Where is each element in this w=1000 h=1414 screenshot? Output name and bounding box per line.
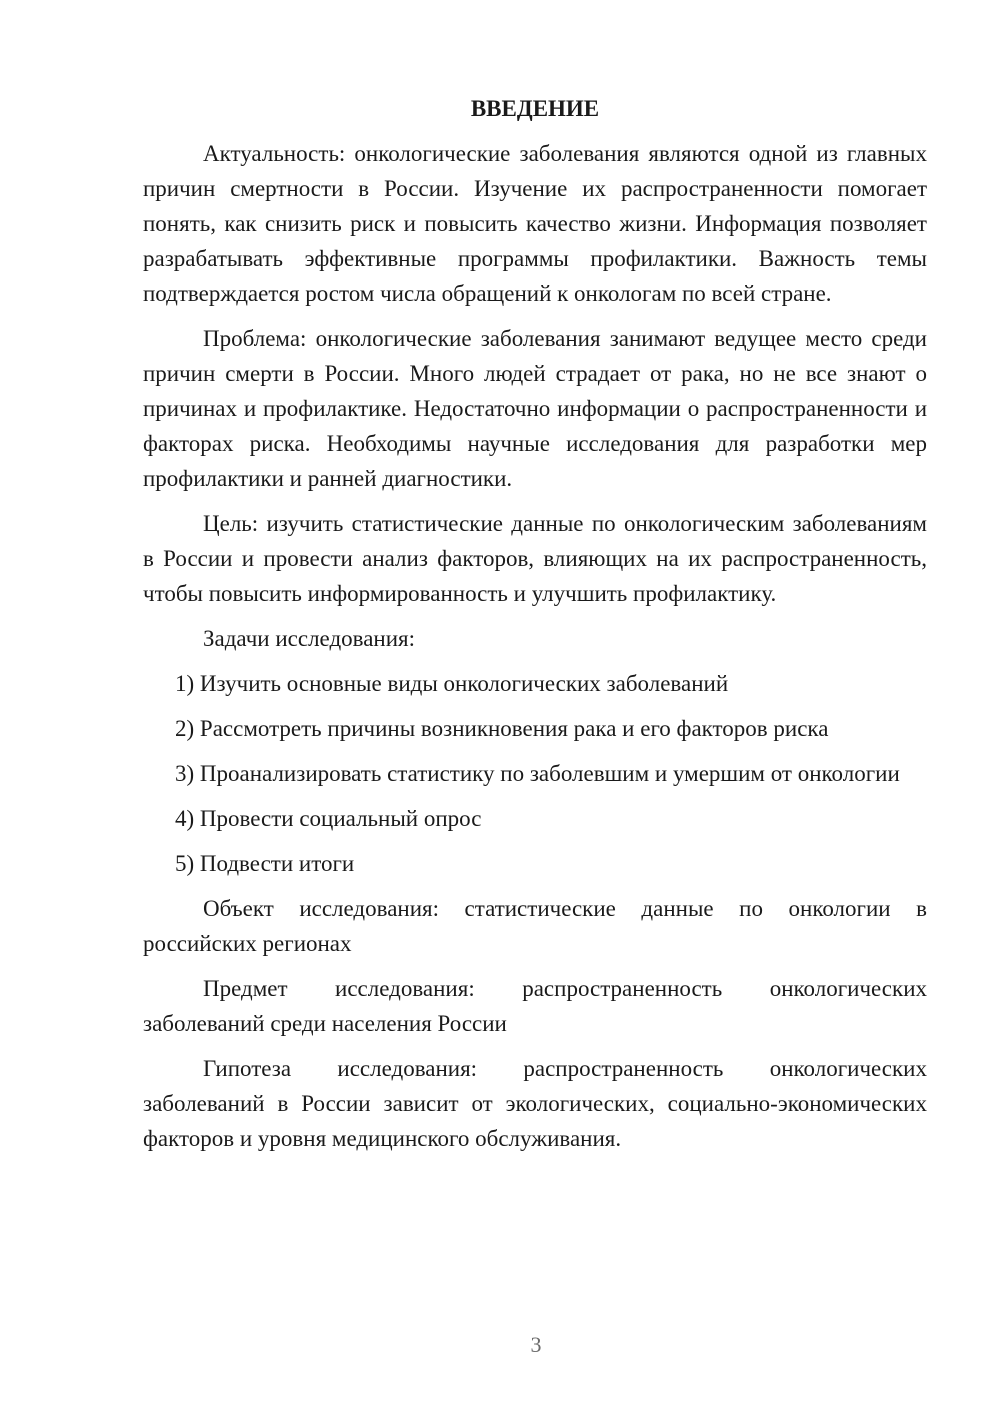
paragraph-relevance: Актуальность: онкологические заболевания являются одной из главных причин смертности в России. Изучение их распространенности помогает понять, как снизить риск и повысить качество жизни. Информация позволяет разрабатывать эффективные программы профилактики. Важность темы подтверждается ростом числа обращений к онкологам по всей стране. xyxy=(143,141,927,306)
task-item-2: 2) Рассмотреть причины возникновения рака и его факторов риска xyxy=(175,716,829,741)
page-number: 3 xyxy=(530,1332,542,1357)
paragraph-problem: Проблема: онкологические заболевания занимают ведущее место среди причин смерти в России. Много людей страдает от рака, но не все знают о причинах и профилактике. Недостаточно информации о распространенности и факторах риска. Необходимы научные исследования для разработки мер профилактики и ранней диагностики. xyxy=(143,326,927,491)
task-item-1: 1) Изучить основные виды онкологических заболеваний xyxy=(175,671,729,696)
task-item-5: 5) Подвести итоги xyxy=(175,851,355,876)
paragraph-object: Объект исследования: статистические данные по онкологии в российских регионах xyxy=(143,896,927,956)
task-item-4: 4) Провести социальный опрос xyxy=(175,806,482,831)
section-heading: ВВЕДЕНИЕ xyxy=(470,96,600,121)
paragraph-hypothesis: Гипотеза исследования: распространенность онкологических заболеваний в России зависит от экологических, социально-экономических факторов и уровня медицинского обслуживания. xyxy=(143,1056,927,1151)
task-item-3: 3) Проанализировать статистику по заболевшим и умершим от онкологии xyxy=(175,761,900,786)
document-body xyxy=(143,94,927,1166)
paragraph-subject: Предмет исследования: распространенность онкологических заболеваний среди населения России xyxy=(143,976,927,1036)
paragraph-goal: Цель: изучить статистические данные по онкологическим заболеваниям в России и провести анализ факторов, влияющих на их распространенность, чтобы повысить информированность и улучшить профилактику. xyxy=(143,511,927,606)
paragraph-tasks-intro: Задачи исследования: xyxy=(203,626,416,651)
